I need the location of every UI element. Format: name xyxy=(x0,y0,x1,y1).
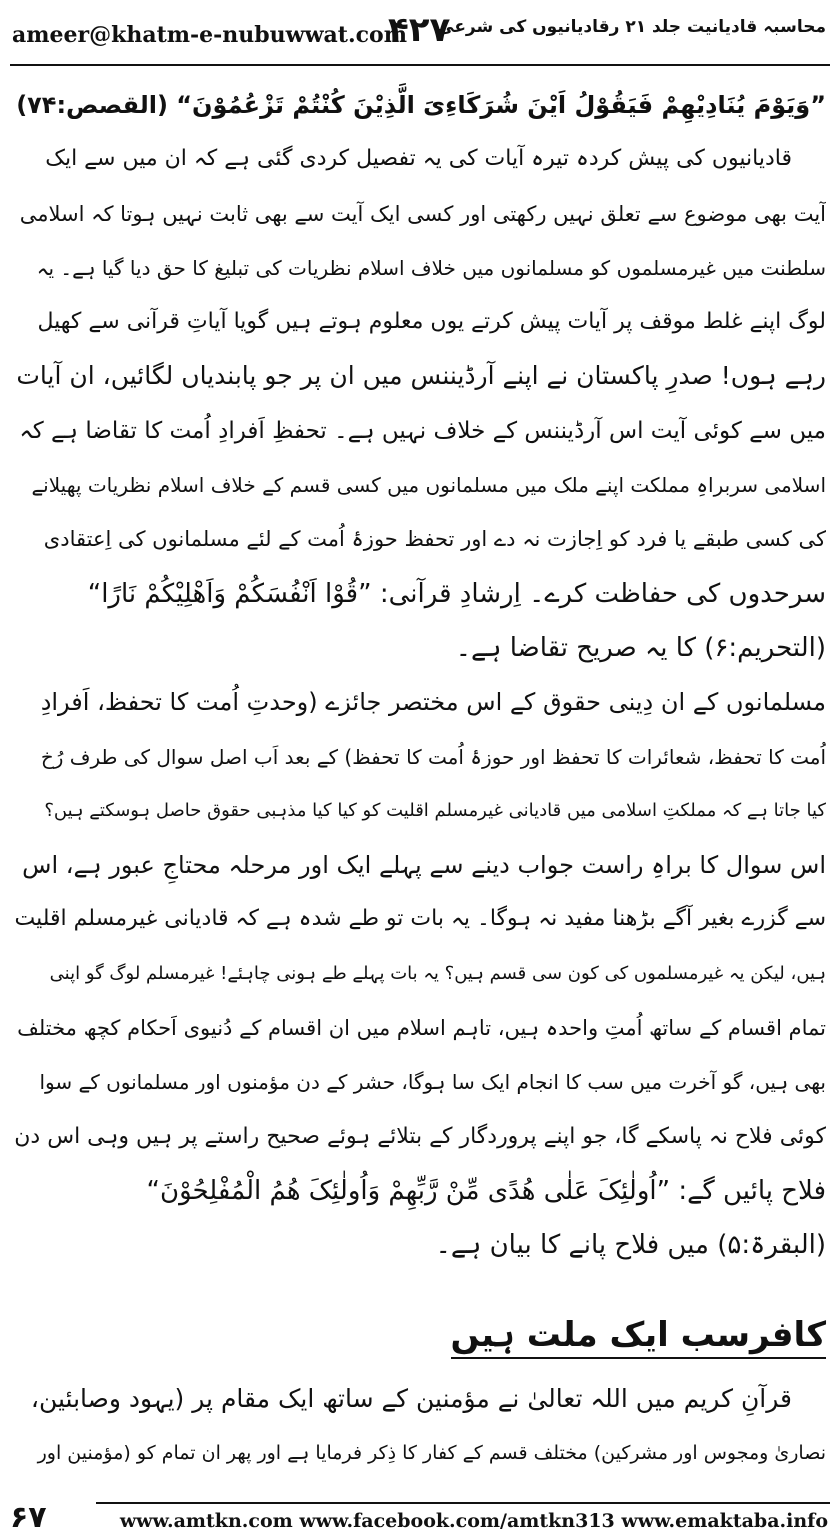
text-line: لوگ اپنے غلط موقف پر آیات پیش کرتے یوں معلوم ہوتے ہیں گویا آیاتِ قرآنی سے کھیل xyxy=(37,309,826,335)
text-line: نصاریٰ ومجوس اور مشرکین) مختلف قسم کے کفار کا ذِکر فرمایا ہے اور پھر ان تمام کو (مؤمنین اور xyxy=(37,1442,826,1465)
page-header xyxy=(0,0,840,66)
page-footer xyxy=(0,1498,840,1540)
footer-page-number: ۶۷ xyxy=(10,1500,47,1535)
main-text xyxy=(14,78,826,1273)
running-title: محاسبہ قادیانیت جلد ۲۱ رقادیانیوں کی شرعی xyxy=(437,17,826,37)
header-page-number: ۴۲۷ xyxy=(388,10,451,50)
text-line: اُمت کا تحفظ، شعائرات کا تحفظ اور حوزۂ اُمت کا تحفظ) کے بعد اَب اصل سوال کی طرف رُخ xyxy=(40,744,826,769)
text-line: سلطنت میں غیرمسلموں کو مسلمانوں میں خلاف اسلام نظریات کی تبلیغ کا حق دیا گیا ہے۔ یہ xyxy=(36,255,826,280)
text-line: مسلمانوں کے ان دِینی حقوق کے اس مختصر جائزے (وحدتِ اُمت کا تحفظ، اَفرادِ xyxy=(40,688,826,717)
text-line: قادیانیوں کی پیش کردہ تیرہ آیات کی یہ تفصیل کردی گئی ہے کہ ان میں سے ایک xyxy=(45,146,792,172)
text-line: رہے ہوں! صدرِ پاکستان نے اپنے آرڈیننس میں ان پر جو پابندیاں لگائیں، ان آیات xyxy=(16,361,826,391)
text-line: سرحدوں کی حفاظت کرے۔ اِرشادِ قرآنی: ”قُوْا اَنْفُسَکُمْ وَاَهْلِیْکُمْ نَارًا“ xyxy=(87,578,826,609)
text-line: ”وَیَوْمَ یُنَادِیْهِمْ فَیَقُوْلُ اَیْنَ شُرَکَاءِیَ الَّذِیْنَ کُنْتُمْ تَزْعُمُوْنَ“ (القصص:۷۴) xyxy=(16,91,826,119)
header-rule xyxy=(10,64,830,66)
text-line: بھی ہیں، گو آخرت میں سب کا انجام ایک سا ہوگا، حشر کے دن مؤمنوں اور مسلمانوں کے سوا xyxy=(39,1070,826,1095)
text-line: فلاح پائیں گے: ”اُولٰئِکَ عَلٰی هُدًی مِّنْ رَّبِّهِمْ وَاُولٰئِکَ هُمُ الْمُفْلِحُوْنَ“ xyxy=(146,1175,826,1206)
text-line: میں سے کوئی آیت اس آرڈیننس کے خلاف نہیں ہے۔ تحفظِ اَفرادِ اُمت کا تقاضا ہے کہ xyxy=(19,417,826,444)
text-line: تمام اقسام کے ساتھ اُمتِ واحدہ ہیں، تاہم اسلام میں ان اقسام کے دُنیوی اَحکام کچھ مختلف xyxy=(17,1016,826,1041)
text-line: کی کسی طبقے یا فرد کو اِجازت نہ دے اور تحفظ حوزۂ اُمت کے لئے مسلمانوں کی اِعتقادی xyxy=(43,527,826,552)
header-email: ameer@khatm-e-nubuwwat.com xyxy=(12,22,407,48)
text-line: آیت بھی موضوع سے تعلق نہیں رکھتی اور کسی ایک آیت سے بھی ثابت نہیں ہوتا کہ اسلامی xyxy=(19,201,826,226)
section-heading: کافرسب ایک ملت ہیں xyxy=(451,1314,826,1359)
text-line: اسلامی سربراہِ مملکت اپنے ملک میں مسلمانوں میں کسی قسم کے خلاف اسلام نظریات پھیلانے xyxy=(31,473,826,498)
text-line: کیا جاتا ہے کہ مملکتِ اسلامی میں قادیانی غیرمسلم اقلیت کو کیا کیا مذہبی حقوق حاصل ہوسکتے ہیں؟ xyxy=(44,799,826,821)
text-line: (البقرۃ:۵) میں فلاح پانے کا بیان ہے۔ xyxy=(435,1230,826,1261)
footer-rule xyxy=(96,1502,830,1504)
text-line: ہیں، لیکن یہ غیرمسلموں کی کون سی قسم ہیں؟ یہ بات پہلے طے ہونی چاہئے! غیرمسلم لوگ گو اپنی xyxy=(49,962,826,984)
footer-links: www.amtkn.com www.facebook.com/amtkn313 www.emaktaba.info xyxy=(119,1510,828,1532)
text-line: کوئی فلاح نہ پاسکے گا، جو اپنے پروردگار کے بتلائے ہوئے صحیح راستے پر ہیں وہی اس دن xyxy=(14,1123,826,1149)
text-line: سے گزرے بغیر آگے بڑھنا مفید نہ ہوگا۔ یہ بات تو طے شدہ ہے کہ قادیانی غیرمسلم اقلیت xyxy=(14,906,826,932)
text-line: اس سوال کا براہِ راست جواب دینے سے پہلے ایک اور مرحلہ محتاجِ عبور ہے، اس xyxy=(22,851,826,880)
text-line: قرآنِ کریم میں اللہ تعالیٰ نے مؤمنین کے ساتھ ایک مقام پر (یہود وصابئین، xyxy=(30,1384,792,1413)
text-line: (التحریم:۶) کا یہ صریح تقاضا ہے۔ xyxy=(455,632,826,663)
section-text xyxy=(14,1372,826,1481)
